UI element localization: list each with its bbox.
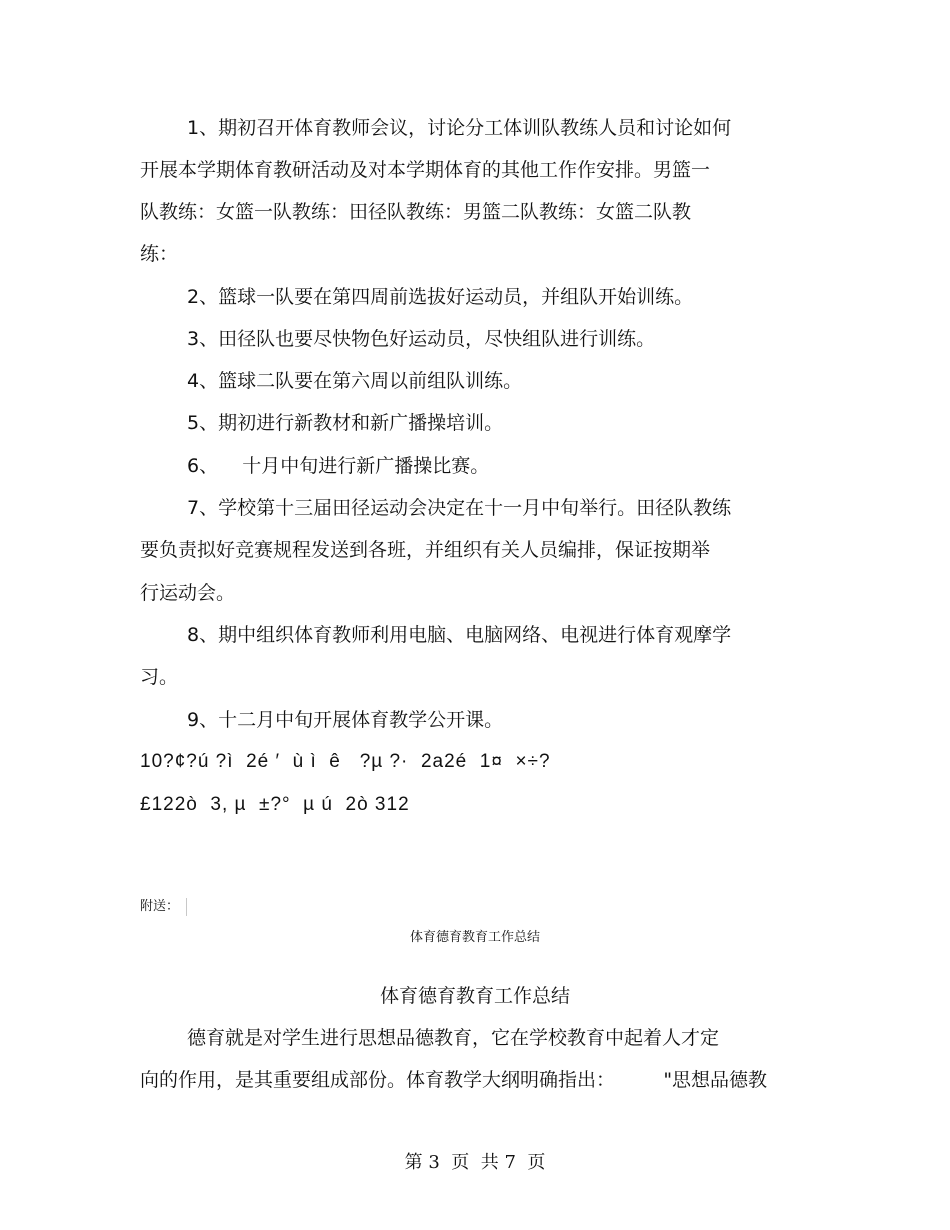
plan-item-6: 6、 十月中旬进行新广播操比赛。 — [187, 455, 490, 477]
plan-item-3: 3、田径队也要尽快物色好运动员，尽快组队进行训练。 — [187, 328, 656, 350]
garbled-text-line-1: 10?¢?ú ?ì 2é ′ ù ì ê ?µ ?· 2a2é 1¤ ×÷? — [140, 751, 551, 772]
plan-item-7-line-3: 行运动会。 — [140, 582, 236, 604]
plan-item-7-line-2: 要负责拟好竞赛规程发送到各班，并组织有关人员编排，保证按期举 — [140, 539, 711, 561]
plan-item-2: 2、篮球一队要在第四周前选拔好运动员，并组队开始训练。 — [187, 286, 694, 308]
plan-item-7-line-1: 7、学校第十三届田径运动会决定在十一月中旬举行。田径队教练 — [187, 497, 732, 519]
appendix-title: 体育德育教育工作总结 — [379, 985, 570, 1007]
label-divider — [186, 898, 187, 916]
plan-item-4: 4、篮球二队要在第六周以前组队训练。 — [187, 370, 523, 392]
appendix-paragraph-line-2: 向的作用，是其重要组成部份。体育教学大纲明确指出： "思想品德教 — [140, 1069, 768, 1091]
plan-item-5: 5、期初进行新教材和新广播操培训。 — [187, 412, 504, 434]
appendix-paragraph-line-1: 德育就是对学生进行思想品德教育，它在学校教育中起着人才定 — [187, 1027, 720, 1049]
plan-item-8-line-2: 习。 — [140, 666, 179, 688]
plan-item-1-line-3: 队教练：女篮一队教练：田径队教练：男篮二队教练：女篮二队教 — [140, 201, 692, 223]
plan-item-1-line-2: 开展本学期体育教研活动及对本学期体育的其他工作作安排。男篮一 — [140, 159, 711, 181]
plan-item-9: 9、十二月中旬开展体育教学公开课。 — [187, 709, 504, 731]
garbled-text-line-2: £122ò 3, µ ±?° µ ú 2ò 312 — [140, 794, 410, 815]
appendix-subtitle: 体育德育教育工作总结 — [409, 930, 540, 945]
plan-item-8-line-1: 8、期中组织体育教师利用电脑、电脑网络、电视进行体育观摩学 — [187, 624, 732, 646]
plan-item-1-line-1: 1、期初召开体育教师会议，讨论分工体训队教练人员和讨论如何 — [187, 117, 732, 139]
appendix-label: 附送： — [140, 899, 180, 914]
page-footer: 第 3 页 共 7 页 — [404, 1152, 546, 1173]
plan-item-1-line-4: 练： — [140, 243, 179, 265]
